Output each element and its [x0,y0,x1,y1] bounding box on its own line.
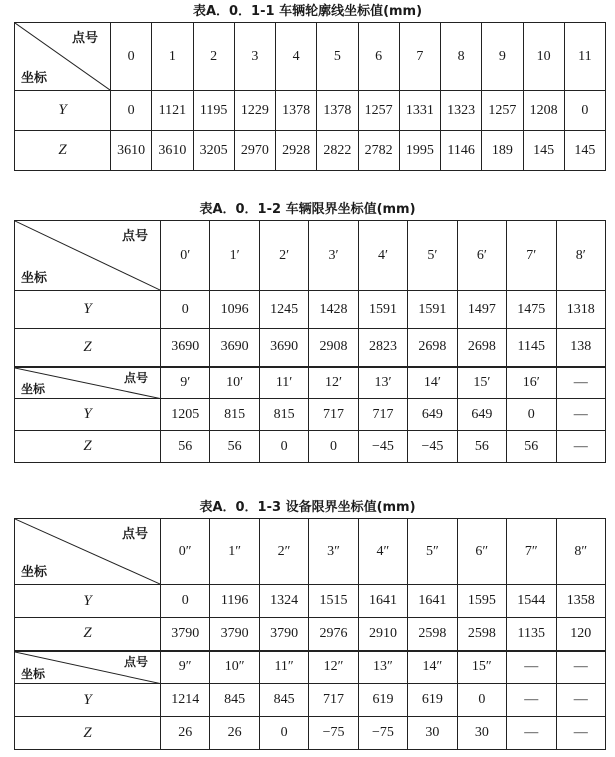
value-cell: 189 [482,131,523,171]
point-cell: 4 [276,23,317,91]
value-cell: 1245 [259,291,308,329]
value-cell: 1257 [482,91,523,131]
axis-label-z: Z [15,131,111,171]
point-cell: 5″ [408,519,457,585]
point-header-row [15,651,606,684]
point-cell: 1 [152,23,193,91]
corner-point-label: 点号 [121,527,148,542]
point-header-row [15,519,606,585]
value-cell: — [556,684,606,717]
value-cell: 649 [408,399,457,431]
corner-header [15,221,161,291]
axis-label-z: Z [15,329,161,367]
value-cell: 3610 [111,131,152,171]
value-cell: — [556,431,606,463]
value-cell: 2910 [358,618,407,651]
corner-coord-label: 坐标 [21,667,46,681]
point-cell: 0″ [161,519,210,585]
value-cell: 1195 [193,91,234,131]
value-cell: 145 [523,131,564,171]
value-cell: 1146 [441,131,482,171]
z-row [15,431,606,463]
point-cell: 9″ [161,651,210,684]
corner-coord-label: 坐标 [21,271,48,286]
value-cell: 649 [457,399,506,431]
corner-point-label: 点号 [123,370,148,385]
z-row [15,131,606,171]
value-cell: −45 [408,431,457,463]
axis-label-y: Y [15,291,161,329]
y-row [15,684,606,717]
corner-header [15,23,111,91]
value-cell: 1995 [399,131,440,171]
value-cell: 1358 [556,585,606,618]
value-cell: 3790 [259,618,308,651]
point-cell: 2″ [259,519,308,585]
point-cell: 11 [564,23,605,91]
corner-header [15,519,161,585]
point-cell: 12′ [309,367,358,399]
value-cell: 3610 [152,131,193,171]
value-cell: 1323 [441,91,482,131]
corner-point-label: 点号 [121,229,148,244]
value-cell: 26 [161,717,210,750]
value-cell: 2698 [408,329,457,367]
y-row [15,399,606,431]
value-cell: 3690 [210,329,259,367]
axis-label-y: Y [15,684,161,717]
value-cell: — [507,717,556,750]
corner-coord-label: 坐标 [21,565,48,580]
point-cell: 2 [193,23,234,91]
value-cell: 2976 [309,618,358,651]
value-cell: 619 [408,684,457,717]
value-cell: 145 [564,131,605,171]
point-cell: 2′ [259,221,308,291]
value-cell: 1641 [408,585,457,618]
point-cell: 7′ [507,221,556,291]
value-cell: 120 [556,618,606,651]
value-cell: 1475 [507,291,556,329]
value-cell: 2598 [408,618,457,651]
value-cell: 1378 [276,91,317,131]
value-cell: 845 [210,684,259,717]
point-cell: 11″ [259,651,308,684]
point-cell: 6 [358,23,399,91]
value-cell: 0 [161,585,210,618]
table2-caption: 表A．0．1-2 车辆限界坐标值(mm) [199,202,416,217]
point-cell: 10 [523,23,564,91]
value-cell: 2598 [457,618,506,651]
value-cell: 2928 [276,131,317,171]
value-cell: 1641 [358,585,407,618]
corner-header [15,367,161,399]
y-row [15,91,606,131]
value-cell: — [507,684,556,717]
value-cell: 815 [210,399,259,431]
point-cell: 3′ [309,221,358,291]
value-cell: 56 [161,431,210,463]
point-cell: 0 [111,23,152,91]
vehicle-gauge-table [14,220,606,463]
value-cell: — [556,399,606,431]
corner-point-label: 点号 [71,31,98,46]
axis-label-z: Z [15,431,161,463]
point-header-row [15,221,606,291]
value-cell: 2823 [358,329,407,367]
axis-label-z: Z [15,618,161,651]
point-cell: 3″ [309,519,358,585]
value-cell: 1428 [309,291,358,329]
value-cell: 30 [408,717,457,750]
value-cell: 2908 [309,329,358,367]
point-cell: 13′ [358,367,407,399]
value-cell: 2698 [457,329,506,367]
value-cell: 1214 [161,684,210,717]
value-cell: 1591 [408,291,457,329]
point-cell: — [507,651,556,684]
value-cell: 1318 [556,291,606,329]
point-cell: 12″ [309,651,358,684]
value-cell: 1135 [507,618,556,651]
point-cell: 14″ [408,651,457,684]
value-cell: 1591 [358,291,407,329]
value-cell: 56 [507,431,556,463]
point-cell: 14′ [408,367,457,399]
value-cell: 0 [259,431,308,463]
point-cell: 5 [317,23,358,91]
point-cell: 11′ [259,367,308,399]
value-cell: 56 [210,431,259,463]
value-cell: 845 [259,684,308,717]
point-cell: 13″ [358,651,407,684]
value-cell: 1497 [457,291,506,329]
corner-point-label: 点号 [123,654,148,669]
value-cell: 1229 [234,91,275,131]
point-cell: 4″ [358,519,407,585]
point-cell: 7″ [507,519,556,585]
value-cell: 3690 [259,329,308,367]
value-cell: 717 [309,684,358,717]
value-cell: 717 [309,399,358,431]
point-cell: 16′ [507,367,556,399]
point-cell: 6′ [457,221,506,291]
point-cell: 6″ [457,519,506,585]
value-cell: 3690 [161,329,210,367]
axis-label-y: Y [15,399,161,431]
value-cell: 0 [309,431,358,463]
value-cell: 2970 [234,131,275,171]
value-cell: 1208 [523,91,564,131]
vehicle-contour-table [14,22,606,171]
value-cell: 2782 [358,131,399,171]
point-cell: 0′ [161,221,210,291]
value-cell: 0 [507,399,556,431]
value-cell: −75 [358,717,407,750]
z-row [15,329,606,367]
axis-label-y: Y [15,585,161,618]
point-cell: 7 [399,23,440,91]
point-cell: 9 [482,23,523,91]
point-header-row [15,23,606,91]
value-cell: 1378 [317,91,358,131]
value-cell: 1544 [507,585,556,618]
point-cell: 1′ [210,221,259,291]
value-cell: 619 [358,684,407,717]
y-row [15,291,606,329]
corner-coord-label: 坐标 [21,382,46,396]
value-cell: 0 [161,291,210,329]
value-cell: 1121 [152,91,193,131]
point-cell: 5′ [408,221,457,291]
point-cell: 15′ [457,367,506,399]
value-cell: 1257 [358,91,399,131]
value-cell: 815 [259,399,308,431]
value-cell: 1595 [457,585,506,618]
point-cell: — [556,651,606,684]
value-cell: 0 [111,91,152,131]
value-cell: 0 [259,717,308,750]
point-cell: 9′ [161,367,210,399]
value-cell: 138 [556,329,606,367]
value-cell: −75 [309,717,358,750]
point-cell: 1″ [210,519,259,585]
y-row [15,585,606,618]
point-cell: 15″ [457,651,506,684]
axis-label-z: Z [15,717,161,750]
table3-caption: 表A．0．1-3 设备限界坐标值(mm) [199,500,416,515]
corner-header [15,651,161,684]
point-cell: 10″ [210,651,259,684]
axis-label-y: Y [15,91,111,131]
z-row [15,717,606,750]
value-cell: 1096 [210,291,259,329]
value-cell: 0 [457,684,506,717]
value-cell: 1515 [309,585,358,618]
value-cell: 3790 [210,618,259,651]
value-cell: 2822 [317,131,358,171]
value-cell: 1324 [259,585,308,618]
value-cell: 3790 [161,618,210,651]
point-cell: 4′ [358,221,407,291]
table1-caption: 表A．0．1-1 车辆轮廓线坐标值(mm) [192,4,423,19]
value-cell: 1196 [210,585,259,618]
value-cell: 1145 [507,329,556,367]
z-row [15,618,606,651]
value-cell: 30 [457,717,506,750]
point-cell: 8″ [556,519,606,585]
value-cell: 3205 [193,131,234,171]
point-cell: 8′ [556,221,606,291]
point-header-row [15,367,606,399]
value-cell: −45 [358,431,407,463]
point-cell: 3 [234,23,275,91]
value-cell: 717 [358,399,407,431]
value-cell: 56 [457,431,506,463]
value-cell: 0 [564,91,605,131]
value-cell: 1331 [399,91,440,131]
point-cell: 8 [441,23,482,91]
value-cell: 26 [210,717,259,750]
value-cell: 1205 [161,399,210,431]
equipment-gauge-table [14,518,606,750]
corner-coord-label: 坐标 [21,71,48,86]
point-cell: 10′ [210,367,259,399]
value-cell: — [556,717,606,750]
point-cell: — [556,367,606,399]
